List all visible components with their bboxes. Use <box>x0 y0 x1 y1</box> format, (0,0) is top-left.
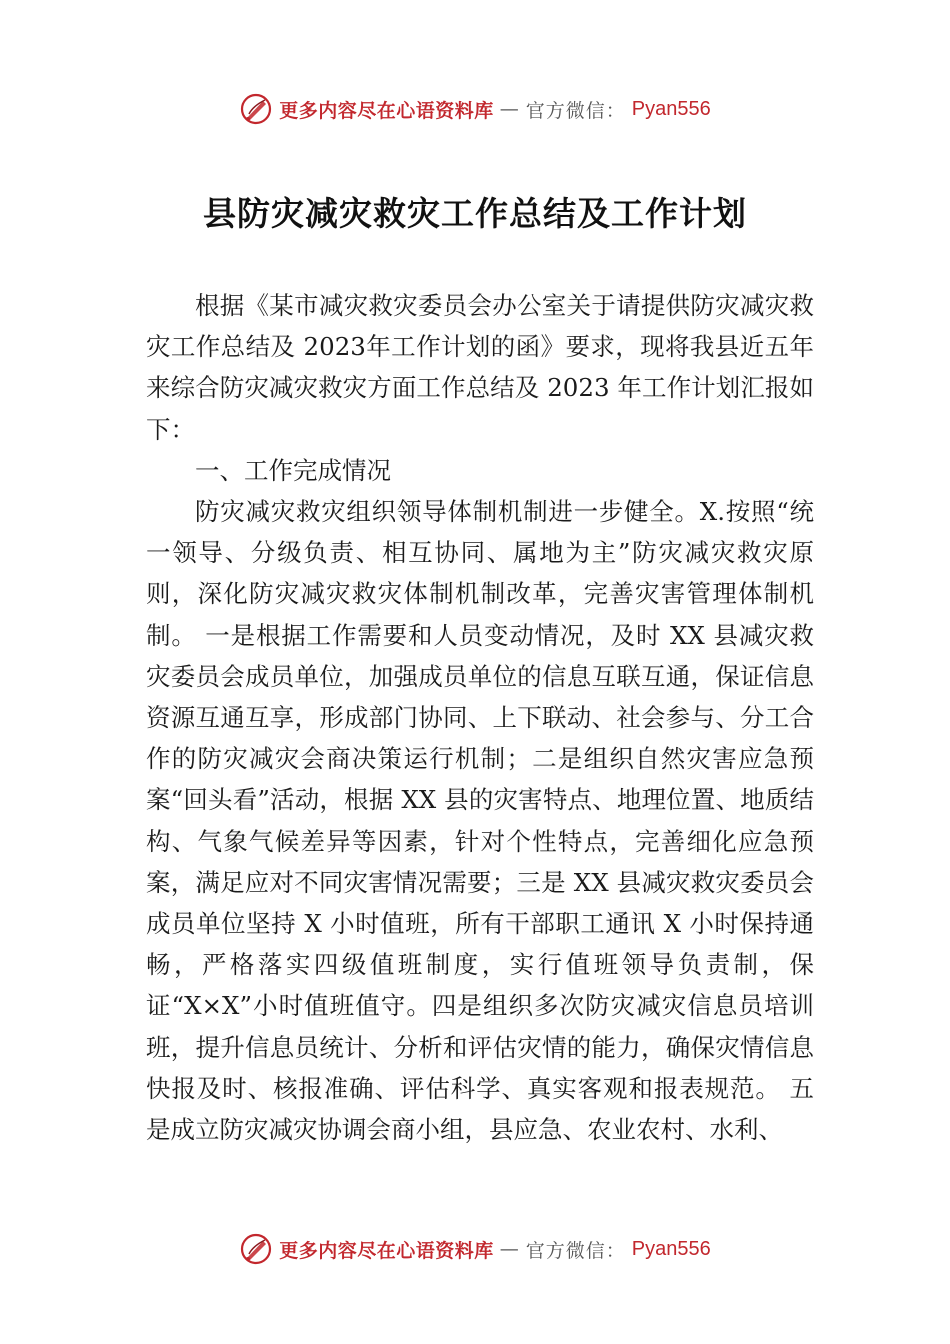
document-body <box>146 285 814 1150</box>
pen-logo-icon <box>239 1232 273 1266</box>
banner-site-text: 更多内容尽在心语资料库 <box>279 99 494 122</box>
banner-wechat-handle: Pyan556 <box>631 1237 711 1260</box>
paragraph-intro: 根据《某市减灾救灾委员会办公室关于请提供防灾减灾救灾工作总结及 2023年工作计划的函》要求，现将我县近五年来综合防灾减灾救灾方面工作总结及 2023 年工作计划汇报如下： <box>146 291 814 444</box>
banner-dash: — <box>499 1238 520 1260</box>
banner-wechat-label: 官方微信： <box>525 99 626 122</box>
footer-banner <box>0 1232 950 1266</box>
banner-wechat-handle: Pyan556 <box>631 97 711 120</box>
paragraph-body: 防灾减灾救灾组织领导体制机制进一步健全。X.按照“统一领导、分级负责、相互协同、属地为主”防灾减灾救灾原则，深化防灾减灾救灾体制机制改革，完善灾害管理体制机制。 一是根据工作需要和人员变动情况，及时 XX 县减灾救灾委员会成员单位，加强成员单位的信息互联互通，保证信息资源互通互享，形成部门协同、上下联动、社会参与、分工合作的防灾减灾会商决策运行机制；二是组织自然灾害应急预案“回头看”活动，根据 XX 县的灾害特点、地理位置、地质结构、气象气候差异等因素，针对个性特点，完善细化应急预案，满足应对不同灾害情况需要；三是 XX 县减灾救灾委员会成员单位坚持 X 小时值班，所有干部职工通讯 X 小时保持通畅，严格落实四级值班制度，实行值班领导负责制，保证“X×X”小时值班值守。四是组织多次防灾减灾信息员培训班，提升信息员统计、分析和评估灾情的能力，确保灾情信息快报及时、核报准确、评估科学、真实客观和报表规范。 五是成立防灾减灾协调会商小组，县应急、农业农村、水利、 <box>146 497 814 1145</box>
banner-site-text: 更多内容尽在心语资料库 <box>279 1239 494 1262</box>
banner-wechat-label: 官方微信： <box>525 1239 626 1262</box>
section-heading: 一、工作完成情况 <box>195 455 391 485</box>
banner-dash: — <box>499 98 520 120</box>
document-title: 县防灾减灾救灾工作总结及工作计划 <box>203 194 747 233</box>
pen-logo-icon <box>239 92 273 126</box>
header-banner <box>0 92 950 126</box>
